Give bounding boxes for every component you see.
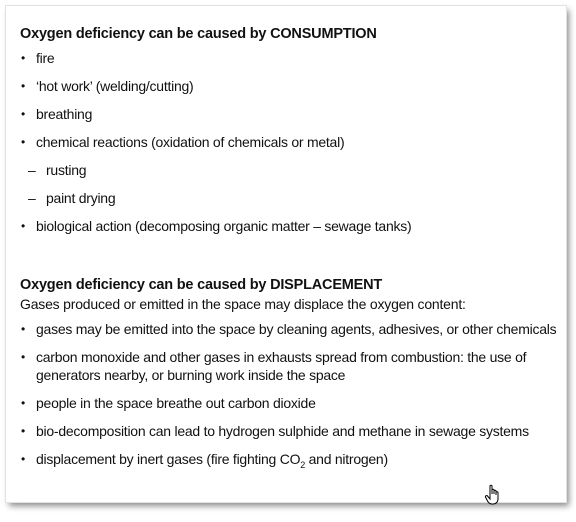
list-item: • biological action (decomposing organic matter – sewage tanks) <box>21 218 412 234</box>
bullet: • <box>21 79 25 93</box>
dash: – <box>28 190 36 206</box>
bullet: • <box>21 322 25 336</box>
list-item: • displacement by inert gases (fire fighting $CO_2$ and nitrogen) <box>21 451 388 470</box>
hand-pointer-icon <box>484 484 502 506</box>
bullet: • <box>21 51 25 65</box>
consumption-list <box>20 49 558 235</box>
displacement-list <box>20 320 558 474</box>
bullet: • <box>21 107 25 121</box>
dash: – <box>28 162 36 178</box>
displacement-intro: Gases produced or emitted in the space may displace the oxygen content: <box>20 296 466 312</box>
list-item: • people in the space breathe out carbon dioxide <box>21 395 316 411</box>
sub-list-item: – paint drying <box>28 190 116 206</box>
list-item: • bio-decomposition can lead to hydrogen sulphide and methane in sewage systems <box>21 423 529 439</box>
bullet: • <box>21 350 25 364</box>
bullet: • <box>21 396 25 410</box>
bullet: • <box>21 452 25 466</box>
sub-list-item: – rusting <box>28 162 87 178</box>
list-item: • fire <box>21 50 55 66</box>
consumption-heading: Oxygen deficiency can be caused by CONSUMPTION <box>20 26 377 42</box>
displacement-heading: Oxygen deficiency can be caused by DISPLACEMENT <box>20 277 383 293</box>
list-item: • gases may be emitted into the space by cleaning agents, adhesives, or other chemicals <box>21 321 557 337</box>
bullet: • <box>21 135 25 149</box>
bullet: • <box>21 219 25 233</box>
list-item: • chemical reactions (oxidation of chemicals or metal) <box>21 134 345 150</box>
consumption-section <box>20 25 558 245</box>
list-item: • carbon monoxide and other gases in exhausts spread from combustion: the use of generators nearby, or burning work inside the space <box>21 349 527 383</box>
document-card <box>6 6 566 502</box>
list-item: • breathing <box>21 106 93 122</box>
list-item: • ‘hot work’ (welding/cutting) <box>21 78 194 94</box>
displacement-section <box>20 276 558 484</box>
bullet: • <box>21 424 25 438</box>
